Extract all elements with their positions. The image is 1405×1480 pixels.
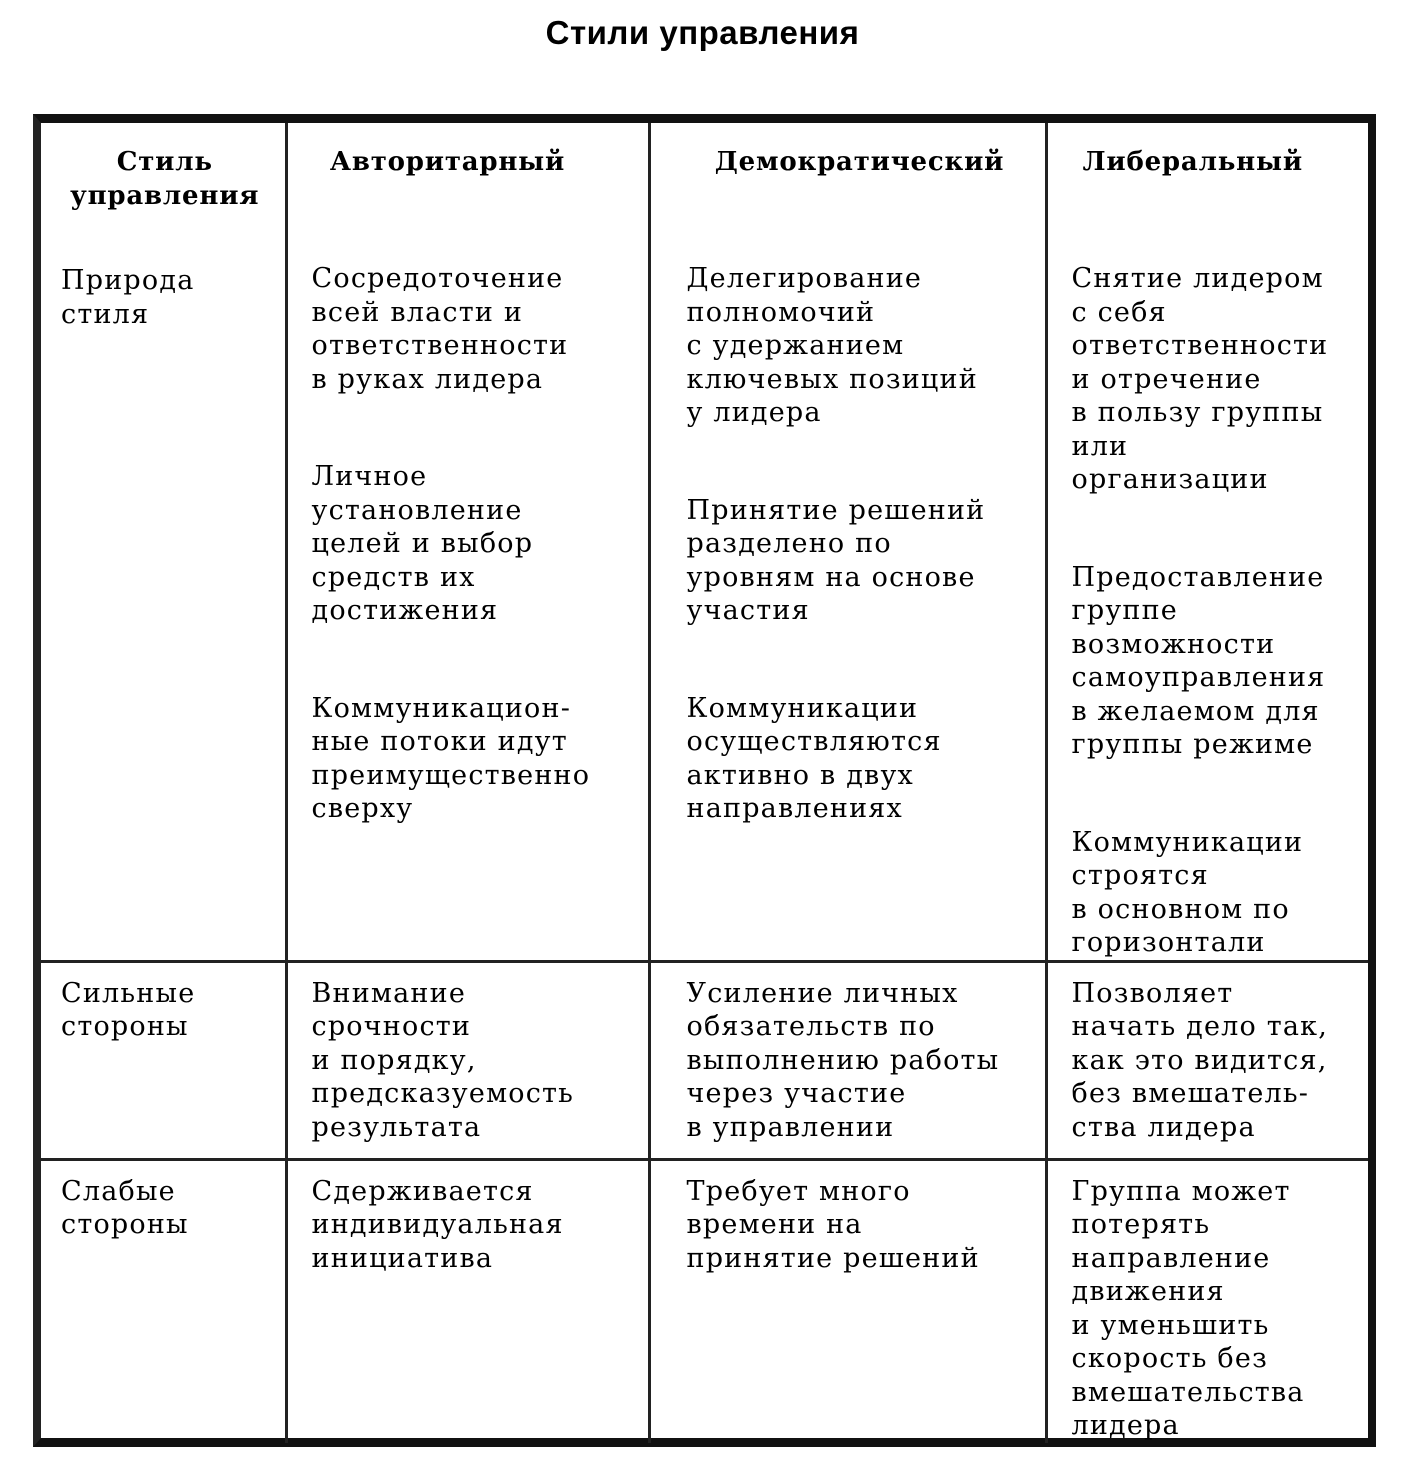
management-styles-table — [33, 114, 1376, 1447]
row-strengths — [41, 961, 1368, 1159]
cell-nature-democratic — [649, 250, 1046, 961]
row-nature — [41, 250, 1368, 961]
header-democratic: Демократический — [649, 123, 1046, 250]
row-label-text: Сильные стороны — [61, 977, 196, 1042]
cell-text: Предоставление группе возможности самоуправления в желаемом для группы режиме — [1071, 561, 1326, 760]
row-label-weaknesses — [41, 1159, 286, 1443]
page-title: Стили управления — [545, 14, 860, 51]
row-weaknesses — [41, 1159, 1368, 1443]
cell-text: Личное установление целей и выбор средств их достижения — [311, 461, 534, 626]
header-authoritarian: Авторитарный — [286, 123, 649, 250]
row-label-text: Слабые стороны — [61, 1175, 189, 1240]
cell-strengths-authoritarian: Внимание срочности и порядку, предсказуемость результата — [286, 961, 649, 1159]
row-label-strengths — [41, 961, 286, 1159]
header-style: Стиль управления — [70, 147, 260, 211]
cell-weaknesses-liberal: Группа может потерять направление движения и уменьшить скорость без вмешательства лидера — [1046, 1159, 1368, 1443]
cell-text: Коммуникации осуществляются активно в двух направлениях — [686, 692, 942, 824]
cell-text: Делегирование полномочий с удержанием ключевых позиций у лидера — [686, 263, 978, 428]
cell-nature-authoritarian — [286, 250, 649, 961]
cell-strengths-liberal: Позволяет начать дело так, как это видится, без вмешатель- ства лидера — [1046, 961, 1368, 1159]
cell-nature-liberal — [1046, 250, 1368, 961]
cell-text: Коммуникацион- ные потоки идут преимущественно сверху — [311, 692, 591, 824]
cell-strengths-democratic: Усиление личных обязательств по выполнению работы через участие в управлении — [649, 961, 1046, 1159]
cell-text: Коммуникации строятся в основном по горизонтали — [1071, 826, 1304, 958]
cell-text: Сосредоточение всей власти и ответственности в руках лидера — [311, 263, 569, 395]
row-label-nature — [41, 250, 286, 961]
styles-table — [41, 123, 1368, 1443]
cell-weaknesses-democratic: Требует много времени на принятие решений — [649, 1159, 1046, 1443]
cell-weaknesses-authoritarian: Сдерживается индивидуальная инициатива — [286, 1159, 649, 1443]
row-label-text: Природа стиля — [61, 265, 195, 330]
header-liberal: Либеральный — [1046, 123, 1368, 250]
header-row — [41, 123, 1368, 250]
cell-text: Принятие решений разделено по уровням на основе участия — [686, 494, 986, 626]
cell-text: Снятие лидером с себя ответственности и отречение в пользу группы или организации — [1071, 263, 1329, 495]
